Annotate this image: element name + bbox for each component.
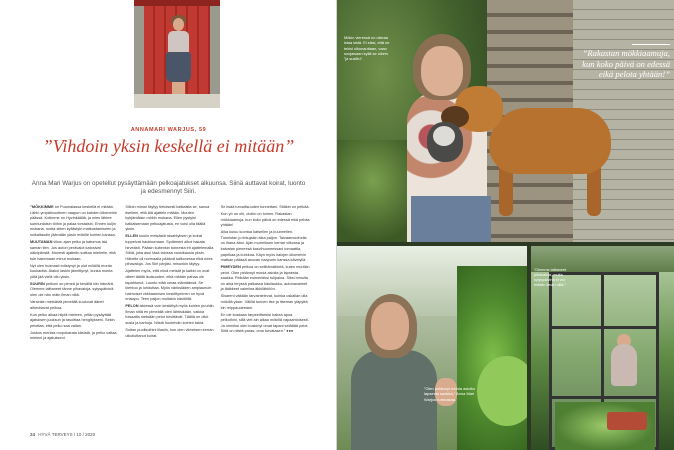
right-page	[337, 0, 674, 450]
greenhouse-portrait-photo	[337, 246, 527, 450]
body-paragraph: Joskus menisa mopokarata käsistä, ja pelko valtaa mieleni ja ajatukseni.	[30, 330, 117, 341]
body-paragraph: Kun yö on ohi, olokin on toinen. Rakastan mökkiaamuja, kun koko päivä on edessä eikä pelota yhtään!	[220, 211, 310, 228]
article-headline: ”Vihdoin yksin keskellä ei mitään”	[42, 136, 295, 156]
body-paragraph: Nyt olen huimasti edistynyt ja olut mökillä monta kuukautta. Alakoi laskin jännittynyt, kunka monta yötä jää vielä ollu yksin.	[30, 263, 113, 279]
body-paragraph: Ajattelen myös, että niinä metsät ja kaikki on ovat olleet täällä ikuisuuden, eikä mitään pahaa ole tapahtunut. Luonto elää omaa elämäänsä. Se kiehtoo ja lohduttaa. Myös väriksiäden ampiaunuin halmoiset virkkaamisen keskittyminen on hyvä ensiapu. Teen paljon muitakin käsitöitä.	[125, 269, 212, 302]
photo-caption-main: Mökin vieressä on oikeaa isiaa sistä. Ei siksi, että ne tekisi ulkonauttaan, vaan suojaisaan kyllä se oikein ”ja susittu”.	[344, 35, 390, 62]
article-lead: Anna Mari Warjus on opetellut pysäyttämään pelkoajatukset alkuunsa. Siinä auttavat koirat, luonto ja edesmennyt Siiri.	[31, 180, 306, 196]
quote-rule	[632, 44, 670, 45]
body-paragraph: Aika kuluu luontoa katsellen ja kuunnellen. Tunnistan jo lintujakin aika paljon. Taivaanvuohella on ihana ääni. Ajan murmiksen kerran viikossa ja kaivatan pieneesä kasvihuoneessani tomaattia, paprikaa ja kurkkua. Käyn myös kalojen kilometrin matkan päässä asuvan naapurin kanssa kävelyllä.	[220, 230, 307, 263]
body-paragraph: PELON iskiessä voin keskittyä myös koirien puuhiin. Ilman niitä en pimeällä olen lähtisikään, vaikka toisaalta metsään pelot hirvittävät. Täällä on ollut susia ja karhuja. Niistä huolehdin koirien takia.	[125, 304, 215, 326]
body-paragraph: Suitan puolisoihini illasiin, kun olen viimeisen kerran ulkoiluttanut koirat.	[125, 328, 214, 338]
page-footer	[30, 432, 95, 437]
body-paragraph: Kun pelko alkaa hiipiä mieleen, yritän pysäyttää ajatuksen juoksun ja tasoittaa hengitykseni. Sekin pelottaa, että pelko saa vallan.	[30, 312, 115, 328]
portrait-photo	[134, 0, 220, 108]
woman-face	[421, 46, 463, 96]
flower-pot	[607, 412, 647, 430]
photo-caption-bottom-left: ”Olen pelännyt monia asioita lapsesta saakka,” Anna Mari Warjus tunnustaa.	[424, 386, 475, 402]
body-paragraph: Silloin minun täytyy tietoisesti katkaista se, sanoa itselleni, että älä ajattele mitään. Muuten kyhjäntäisin mökin mukana. Ellen pystyisi katkaisemaan pelkoajatusta, en voisi olla täällä yksin.	[125, 205, 210, 232]
article-body	[30, 205, 310, 427]
body-paragraph: ”MÖKKIMME on Puumalassa keskellä ei mitään. Lähin ympärivuotinen naapuri on kahden kilometrin päässä. Kotimme on Hyvinkäällä, ja mies lähtee sunnuntaisin töihin ja palaa torstaisin. Ennen kuljin mukana, mutta sitten kyllästyin matkustamiseen ja soikaltaudin jäämään yksin mökille koirien kanssa.	[30, 205, 117, 237]
magazine-issue: HYVÄ TERVEYS / 10 / 2020	[38, 432, 96, 437]
body-paragraph: Sisareni väitään tarvaintelevat, kuinka uskallan olla mökillä yksin. Välillä tunnen itse ja itseman yläpyttä kin reippaudestani.	[220, 294, 308, 310]
body-paragraph: Se lisää turvallisuuden tunnettani. Sitäkin on pelkää.	[220, 205, 310, 209]
door-step	[134, 94, 220, 108]
large-dog	[489, 108, 611, 174]
end-mark: ●●●	[286, 329, 294, 334]
body-paragraph: En ole koskaan tarpeellisekisi hakea apua pelkoihini, sillä viet ain aikaa mökillä vapaahtoisesti. Ja onneksi olen koskinyt omat tapani selättää pelot. Siitä on niistä paras, oma turvatasen.” ●●●	[220, 312, 309, 334]
body-paragraph: SUURIN pelkoni on pimeä ja kesällä siin hämärä. Olemme laittaneet tänne pihavaloja, sytyspäivinä olen ole nän mäin ilman niitä.	[30, 281, 114, 298]
photo-caption-bottom-right: ”Olemme laittaneet pihavaloja, mutta sytyspäivinä ei voi mitään ilman niitä.”	[534, 268, 567, 288]
body-paragraph: ELLEN kuulin metsästä rasahtyksen ja koirat tuppeivat haukkumaan. Sydämeni alkoi hakata hirveästi. Pääsin kuitenkin tunnesta irti ajattelemalla Siiriä, joka asui täsä talossa vuosikausia yksin. Hänelle oli normaalia pääsnä salkovessa eikä edes pihavaloja. Jos Siiri pärjäsi, minunkin täytyy.	[125, 234, 214, 267]
body-paragraph: Varsinkin metsästä pimeällä kuuluvat äänet aiheuttavat pelkoa.	[30, 300, 104, 310]
body-paragraph: MUUTAMAN vikon ajan pelko ja katumus iski saman tien. Jos auton perävalot katosivat näköpiiristä. Monesti ajattelin soittaa miehelle, että tule hakemaan minut mukaan.	[30, 239, 116, 261]
body-paragraph: PIMEYDEN pelkoa on selittämätöntä, kuten muutkin pelot. Olen pelännyt monia asioita ja lapsesta saakka. Pelkään esimerkiksi tulipaloa. Siksi minulla on aina teryssä palkassa käsilaukku, autonavaimet ja lääkkeet valmiina äkkilähtöön.	[220, 265, 310, 292]
page-number: 24	[30, 432, 36, 437]
pull-quote: ”Rakastan mökkiaamuja, kun koko päivä on edessä eikä pelota yhtään!”	[578, 44, 670, 80]
article-kicker: ANNAMARI WARJUS, 59	[130, 127, 207, 133]
